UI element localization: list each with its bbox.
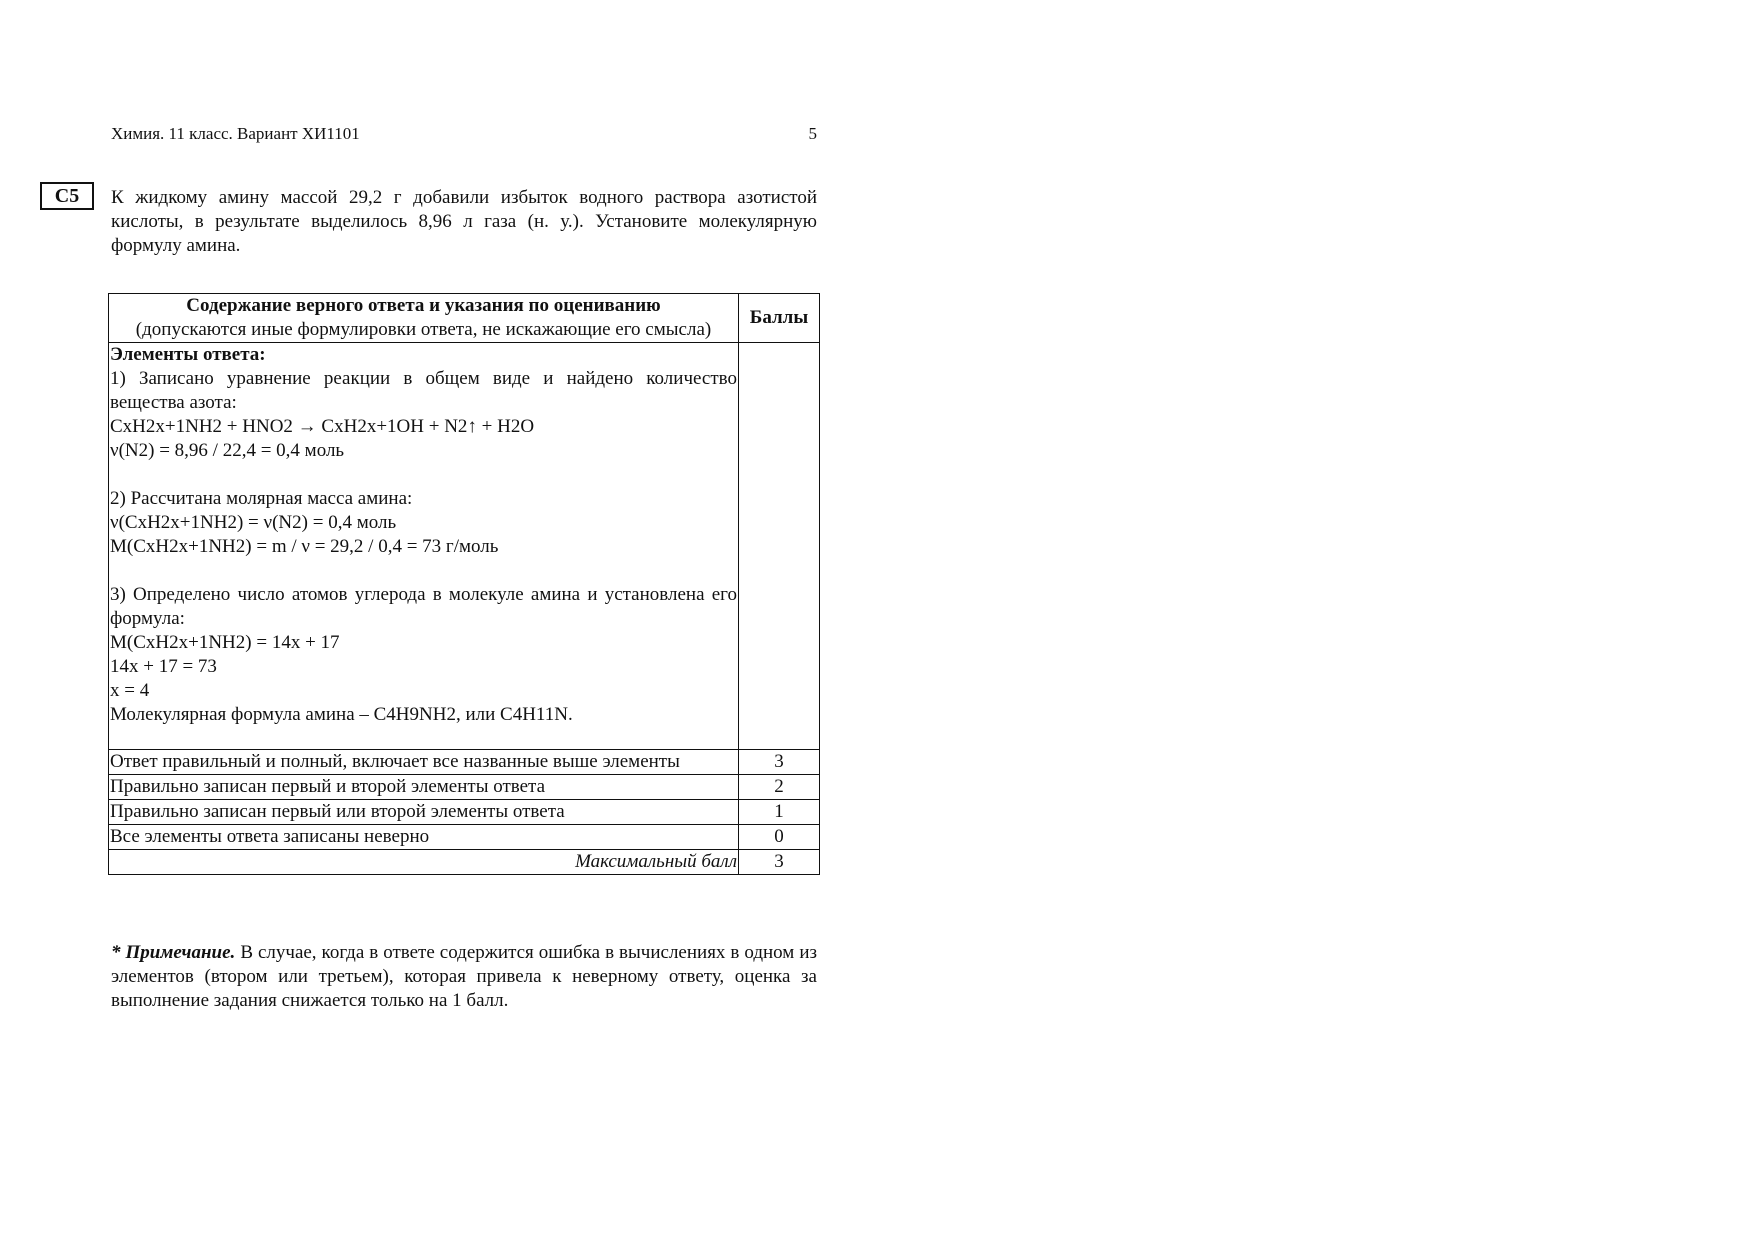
score-cell: 0 <box>739 825 820 850</box>
note-text: В случае, когда в ответе содержится ошибка в вычислениях в одном из элементов (втором или третьем), которая привела к неверному ответу, оценка за выполнение задания снижается только на 1 балл. <box>111 942 817 1011</box>
table-row <box>109 825 820 850</box>
note-title: * Примечание. <box>111 942 236 963</box>
criterion-cell: Правильно записан первый или второй элементы ответа <box>109 800 739 825</box>
table-row <box>109 775 820 800</box>
step3-line1: M(CxH2x+1NH2) = 14x + 17 <box>110 632 340 653</box>
step2-line2: M(CxH2x+1NH2) = m / ν = 29,2 / 0,4 = 73 г/моль <box>110 536 499 557</box>
document-title: Химия. 11 класс. Вариант ХИ1101 <box>111 124 360 143</box>
step2-text: 2) Рассчитана молярная масса амина: <box>110 488 413 509</box>
header-content-cell <box>109 294 739 343</box>
criterion-cell: Все элементы ответа записаны неверно <box>109 825 739 850</box>
score-cell: 3 <box>739 750 820 775</box>
task-text: К жидкому амину массой 29,2 г добавили избыток водного раствора азотистой кислоты, в результате выделилось 8,96 л газа (н. у.). Установите молекулярную формулу амина. <box>111 187 817 256</box>
header-score-cell: Баллы <box>739 294 820 343</box>
score-cell: 2 <box>739 775 820 800</box>
step1-equation: CxH2x+1NH2 + HNO2 → CxH2x+1OH + N2↑ + H2O <box>110 416 535 437</box>
header-bold-text: Содержание верного ответа и указания по оцениванию <box>186 295 661 316</box>
table-header-row <box>109 294 820 343</box>
answer-elements-score-cell <box>739 343 820 750</box>
step3-line3: x = 4 <box>110 680 150 701</box>
table-row <box>109 800 820 825</box>
spacer <box>110 463 737 487</box>
step1-calculation: ν(N2) = 8,96 / 22,4 = 0,4 моль <box>110 440 345 461</box>
max-score-value: 3 <box>739 850 820 875</box>
criterion-cell: Правильно записан первый и второй элементы ответа <box>109 775 739 800</box>
page-header <box>111 124 817 144</box>
task-label: C5 <box>40 182 94 210</box>
step3-text: 3) Определено число атомов углерода в молекуле амина и установлена его формула: <box>110 584 737 629</box>
max-score-row <box>109 850 820 875</box>
step2-line1: ν(CxH2x+1NH2) = ν(N2) = 0,4 моль <box>110 512 397 533</box>
step3-line4: Молекулярная формула амина – C4H9NH2, или C4H11N. <box>110 704 573 725</box>
answer-elements-row <box>109 343 820 750</box>
grading-table <box>108 293 820 875</box>
note <box>111 941 817 1013</box>
answer-elements-cell <box>109 343 739 750</box>
elements-title: Элементы ответа: <box>110 344 266 365</box>
step1-text: 1) Записано уравнение реакции в общем виде и найдено количество вещества азота: <box>110 368 737 413</box>
step3-line2: 14x + 17 = 73 <box>110 656 217 677</box>
spacer <box>110 559 737 583</box>
score-cell: 1 <box>739 800 820 825</box>
header-normal-text: (допускаются иные формулировки ответа, не искажающие его смысла) <box>135 319 712 340</box>
table-row <box>109 750 820 775</box>
page-number: 5 <box>808 124 817 143</box>
max-score-label: Максимальный балл <box>109 850 739 875</box>
criterion-cell: Ответ правильный и полный, включает все названные выше элементы <box>109 750 739 775</box>
